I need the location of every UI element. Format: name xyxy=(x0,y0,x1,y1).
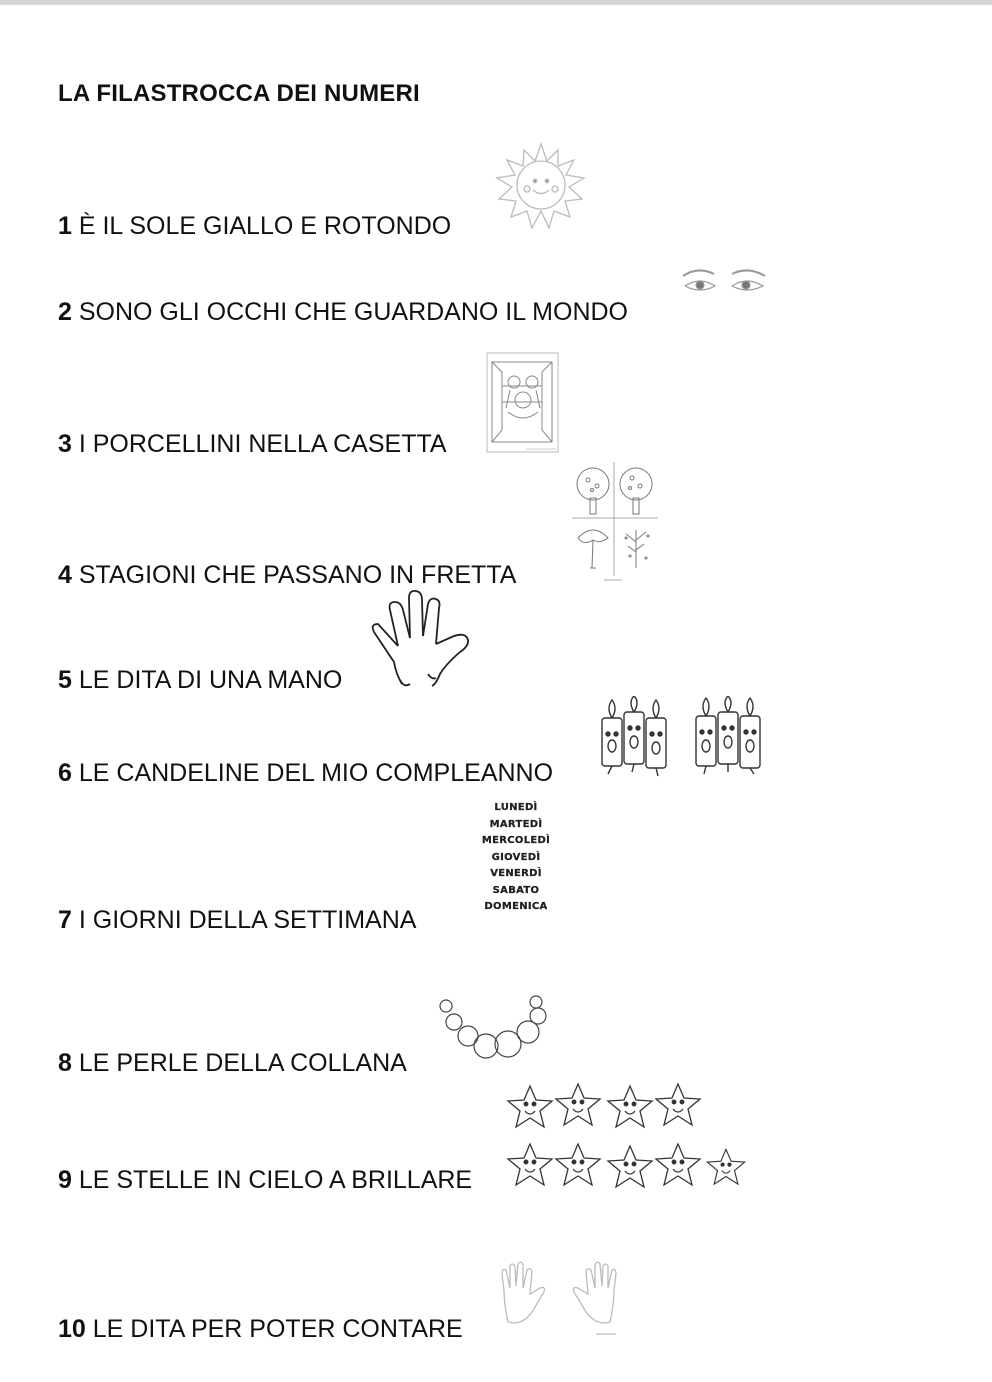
line-number: 10 xyxy=(58,1315,86,1343)
line-text: LE DITA DI UNA MANO xyxy=(78,666,343,694)
line-text: I PORCELLINI NELLA CASETTA xyxy=(78,430,447,458)
line-9 xyxy=(58,1166,472,1195)
weekday-label: SABATO xyxy=(492,884,540,896)
line-4 xyxy=(58,561,516,590)
top-border xyxy=(0,0,992,5)
line-number: 4 xyxy=(58,561,72,589)
weekday-label: GIOVEDÌ xyxy=(491,851,541,863)
sun-icon xyxy=(494,140,590,232)
line-8 xyxy=(58,1049,407,1078)
birthday-candles-icon xyxy=(598,696,784,778)
line-number: 7 xyxy=(58,906,72,934)
line-1 xyxy=(58,212,451,241)
two-hands-icon xyxy=(496,1260,622,1340)
necklace-pearls-icon xyxy=(436,994,550,1074)
weekday-label: VENERDÌ xyxy=(490,868,542,879)
line-2 xyxy=(58,298,628,327)
line-3 xyxy=(58,430,447,459)
hand-icon xyxy=(366,588,472,690)
line-10 xyxy=(58,1315,463,1344)
weekday-label: LUNEDÌ xyxy=(494,802,538,813)
page-title: LA FILASTROCCA DEI NUMERI xyxy=(58,80,420,107)
line-number: 8 xyxy=(58,1049,72,1077)
line-6 xyxy=(58,759,553,788)
weekday-label: MARTEDÌ xyxy=(489,818,543,830)
line-number: 9 xyxy=(58,1166,72,1194)
line-7 xyxy=(58,906,416,935)
stars-icon xyxy=(500,1082,750,1194)
line-number: 6 xyxy=(58,759,72,787)
line-text: STAGIONI CHE PASSANO IN FRETTA xyxy=(78,561,517,589)
line-number: 2 xyxy=(58,298,72,326)
line-number: 3 xyxy=(58,430,72,458)
weekdays-icon xyxy=(478,800,554,916)
three-pigs-window-icon xyxy=(486,352,560,454)
line-number: 1 xyxy=(58,212,72,240)
line-number: 5 xyxy=(58,666,72,694)
line-text: LE PERLE DELLA COLLANA xyxy=(78,1049,407,1077)
line-text: È IL SOLE GIALLO E ROTONDO xyxy=(78,212,452,240)
line-text: SONO GLI OCCHI CHE GUARDANO IL MONDO xyxy=(78,298,628,326)
weekday-label: DOMENICA xyxy=(484,901,548,912)
line-text: LE STELLE IN CIELO A BRILLARE xyxy=(78,1166,473,1194)
weekday-label: MERCOLEDÌ xyxy=(481,835,551,846)
eyes-icon xyxy=(680,266,770,298)
four-seasons-trees-icon xyxy=(570,460,660,584)
line-text: LE DITA PER POTER CONTARE xyxy=(92,1315,463,1343)
line-text: I GIORNI DELLA SETTIMANA xyxy=(78,906,417,934)
line-5 xyxy=(58,666,342,695)
line-text: LE CANDELINE DEL MIO COMPLEANNO xyxy=(78,759,554,787)
